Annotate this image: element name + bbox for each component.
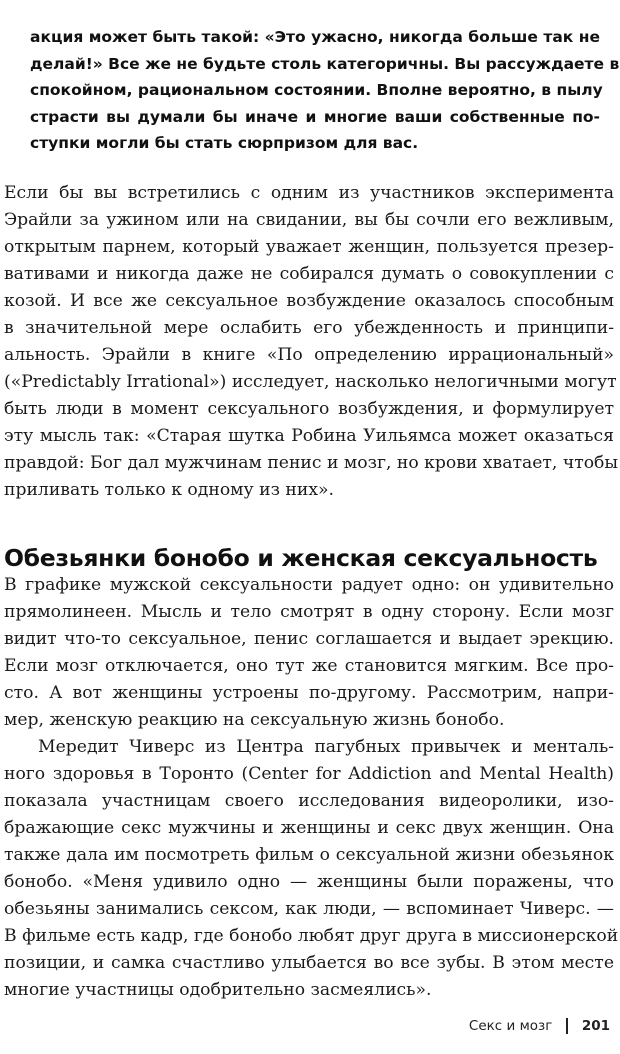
callout-line: спокойном, рациональном состоянии. Вполне вероятно, в пылу — [30, 81, 603, 99]
text-line: также дала им посмотреть фильм о сексуальной жизни обезьянок — [4, 845, 614, 865]
page-number: 201 — [581, 1018, 610, 1034]
text-line: видит что-то сексуальное, пенис соглашается и выдает эрекцию. — [4, 629, 614, 649]
text-line: Если мозг отключается, оно тут же становится мягким. Все про- — [4, 656, 614, 676]
text-line: козой. И все же сексуальное возбуждение оказалось способным — [4, 291, 614, 311]
text-line: позиции, и самка счастливо улыбается во все зубы. В этом месте — [4, 953, 614, 973]
text-line: прямолинеен. Мысль и тело смотрят в одну сторону. Если мозг — [4, 602, 614, 622]
text-line: мер, женскую реакцию на сексуальную жизнь бонобо. — [4, 710, 505, 730]
footer-divider — [566, 1018, 568, 1034]
text-line: Мередит Чиверс из Центра пагубных привычек и менталь- — [38, 737, 614, 757]
callout-line: страсти вы думали бы иначе и многие ваши собственные по- — [30, 107, 600, 126]
paragraph-chivers — [4, 734, 619, 1004]
section-heading: Обезьянки бонобо и женская сексуальность — [4, 543, 598, 572]
text-line: ного здоровья в Торонто (Center for Addiction and Mental Health) — [4, 764, 614, 784]
running-title: Секс и мозг — [468, 1018, 553, 1034]
text-line: правдой: Бог дал мужчинам пенис и мозг, но крови хватает, чтобы — [4, 453, 619, 473]
text-line: приливать только к одному из них». — [4, 480, 334, 500]
text-line: В фильме есть кадр, где бонобо любят друг друга в миссионерской — [4, 926, 619, 946]
text-line: быть люди в момент сексуального возбуждения, и формулирует — [4, 399, 614, 419]
callout-line: акция может быть такой: «Это ужасно, никогда больше так не — [30, 28, 600, 46]
callout-line: делай!» Все же не будьте столь категоричны. Вы рассуждаете в — [30, 54, 620, 73]
paragraph-ariely — [4, 180, 619, 504]
text-line: («Predictably Irrational») исследует, насколько нелогичными могут — [4, 372, 617, 392]
text-line: открытым парнем, который уважает женщин, пользуется презер- — [4, 237, 614, 257]
text-line: вативами и никогда даже не собирался думать о совокуплении с — [4, 264, 614, 284]
text-line: обезьяны занимались сексом, как люди, — вспоминает Чиверс. — — [4, 899, 614, 919]
text-line: В графике мужской сексуальности радует одно: он удивительно — [4, 575, 614, 595]
callout-line: ступки могли бы стать сюрпризом для вас. — [30, 134, 419, 152]
callout-box — [30, 24, 620, 157]
text-line: сто. А вот женщины устроены по-другому. Рассмотрим, напри- — [4, 683, 614, 703]
text-line: показала участницам своего исследования видеоролики, изо- — [4, 791, 614, 811]
paragraph-male-sexuality — [4, 572, 614, 734]
text-line: Эрайли за ужином или на свидании, вы бы сочли его вежливым, — [4, 210, 614, 230]
text-line: бражающие секс мужчины и женщины и секс двух женщин. Она — [4, 818, 614, 838]
text-line: многие участницы одобрительно засмеялись». — [4, 980, 432, 1000]
text-line: альность. Эрайли в книге «По определению иррациональный» — [4, 345, 614, 365]
page-footer — [469, 1018, 610, 1034]
text-line: в значительной мере ослабить его убежденность и принципи- — [4, 318, 614, 338]
text-line: эту мысль так: «Старая шутка Робина Уильямса может оказаться — [4, 426, 614, 446]
text-line: бонобо. «Меня удивило одно — женщины были поражены, что — [4, 872, 614, 892]
text-line: Если бы вы встретились с одним из участников эксперимента — [4, 183, 614, 203]
